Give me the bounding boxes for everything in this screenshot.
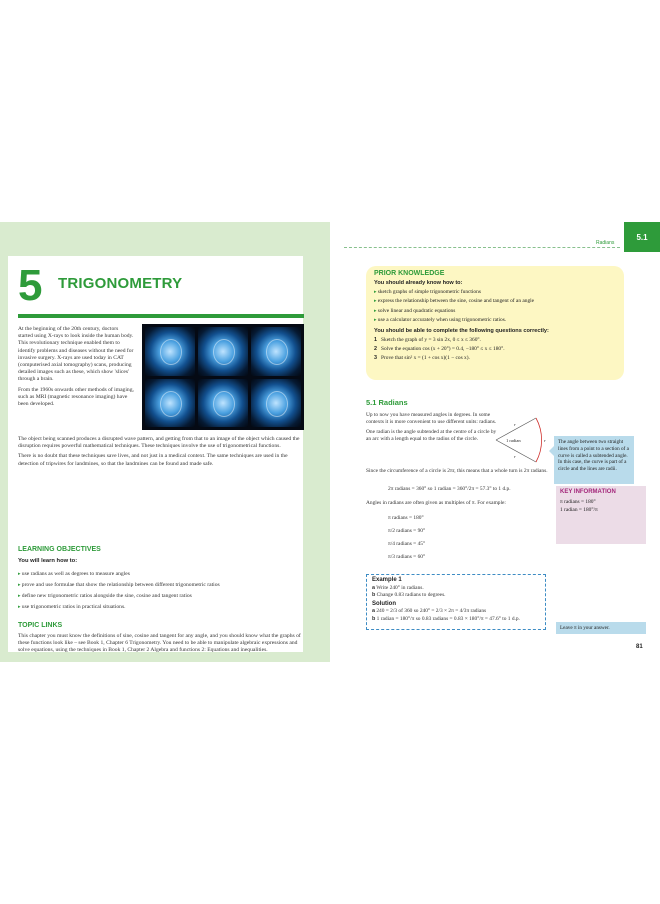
running-head: Radians	[596, 240, 615, 246]
body-paragraph: One radian is the angle subtended at the centre of a circle by an arc with a length equal to the radius of the circle.	[366, 429, 497, 442]
solution-heading: Solution	[372, 600, 396, 607]
right-page	[330, 222, 660, 662]
angle-label: 1 radian	[506, 438, 521, 443]
callout-pointer	[549, 446, 554, 456]
intro-paragraph: At the beginning of the 20th century, doctors started using X-rays to look inside the human body. This revolutionary technique enabled them to identify problems and diseases without the need for invasive surgery. X-rays are used today in CAT (computerised axial tomography) scans, producing detailed images such as these, which show 'slices' through a brain.	[18, 326, 134, 383]
title-rule	[18, 314, 304, 318]
questions-heading: You should be able to complete the following questions correctly:	[374, 327, 549, 334]
prior-knowledge-subheading: You should already know how to:	[374, 280, 463, 286]
topic-links-text: This chapter you must know the definitions of sine, cosine and tangent for any angle, and you should know what the graphs of these functions look like – see Book 1, Chapter 6 Trigonometry. You need to be able to manipulate algebraic expressions and solve equations, using the techniques in Book 1, Chapter 2 Algebra and functions 2: Equations and inequalities.	[18, 633, 301, 654]
solution-part: b 1 radian = 180°/π so 0.83 radians = 0.83 × 180°/π = 47.6° to 1 d.p.	[372, 615, 520, 622]
body-text	[18, 436, 304, 471]
learning-objectives-heading: LEARNING OBJECTIVES	[18, 546, 101, 553]
intro-text	[18, 326, 134, 411]
example-part: b Change 0.83 radians to degrees.	[372, 592, 446, 599]
pi-example: π/2 radians = 90°	[388, 528, 426, 534]
list-item: ▸ prove and use formulae that show the relationship between different trigonometric ratios	[18, 580, 304, 591]
pi-example: π/3 radians = 60°	[388, 554, 426, 560]
prior-knowledge-box	[366, 266, 624, 380]
circumference-text: Since the circumference of a circle is 2πr, this means that a whole turn is 2π radians.	[366, 468, 548, 474]
body-paragraph: Up to now you have measured angles in degrees. In some contexts it is more convenient to use different units: radians.	[366, 412, 497, 425]
scan-slice	[145, 379, 195, 428]
pi-example: π radians = 180°	[388, 515, 424, 521]
arc-label: r	[544, 438, 546, 443]
radius-label: r	[514, 454, 516, 459]
scan-slice	[198, 327, 248, 376]
examples-intro: Angles in radians are often given as multiples of π. For example:	[366, 500, 506, 506]
prior-knowledge-heading: PRIOR KNOWLEDGE	[374, 270, 445, 277]
list-item: ▸ solve linear and quadratic equations	[374, 307, 616, 316]
list-item: ▸ use trigonometric ratios in practical situations.	[18, 602, 304, 613]
questions-list	[374, 336, 616, 363]
scan-slice	[251, 327, 301, 376]
intro-paragraph: From the 1960s onwards other methods of imaging, such as MRI (magnetic resonance imaging) have been developed.	[18, 386, 134, 408]
list-item: ▸ sketch graphs of simple trigonometric functions	[374, 288, 616, 297]
question-item: 3 Prove that sin² x = (1 + cos x)(1 − cos x).	[374, 354, 470, 361]
radians-text	[366, 412, 500, 446]
chapter-opener	[8, 256, 303, 652]
radian-equation: 2π radians = 360° so 1 radian = 360°/2π = 57.3° to 1 d.p.	[388, 486, 511, 492]
key-information-body: π radians = 180° 1 radian = 180°/π	[560, 499, 598, 513]
chapter-number: 5	[18, 261, 43, 310]
topic-links-heading: TOPIC LINKS	[18, 622, 63, 629]
example-box	[366, 574, 546, 630]
pi-examples	[388, 512, 425, 564]
radius-label: r	[514, 422, 516, 427]
section-tab: 5.1	[624, 222, 660, 252]
list-item: ▸ use radians as well as degrees to measure angles	[18, 569, 304, 580]
list-item: ▸ express the relationship between the sine, cosine and tangent of an angle	[374, 297, 616, 306]
page-number: 81	[636, 644, 643, 650]
arc	[536, 418, 542, 462]
list-item: ▸ define new trigonometric ratios alongside the sine, cosine and tangent ratios	[18, 591, 304, 602]
pi-example: π/4 radians = 45°	[388, 541, 426, 547]
section-heading: 5.1 Radians	[366, 398, 408, 407]
textbook-spread	[0, 222, 660, 662]
radius-line	[496, 418, 536, 440]
key-information-box	[556, 486, 646, 544]
solution-part: a 240 = 2/3 of 360 so 240° = 2/3 × 2π = 4/3π radians	[372, 608, 487, 615]
chapter-title: TRIGONOMETRY	[58, 275, 183, 292]
left-page	[0, 222, 330, 662]
learning-objectives-subheading: You will learn how to:	[18, 558, 78, 564]
scan-slice	[145, 327, 195, 376]
key-information-heading: KEY INFORMATION	[560, 489, 616, 495]
subtended-angle-note: The angle between two straight lines from a point to a section of a curve is called a subtended angle. In this case, the curve is part of a circle and the lines are radii.	[554, 436, 634, 484]
learning-objectives-list	[18, 569, 304, 613]
scan-slice	[251, 379, 301, 428]
scan-slice	[198, 379, 248, 428]
leave-pi-note: Leave π in your answer.	[556, 622, 646, 634]
example-heading: Example 1	[372, 577, 402, 583]
body-paragraph: The object being scanned produces a disrupted wave pattern, and getting from that to an image of the object which caused the disruption requires powerful mathematical techniques. These techniques involve the use of trigonometrical functions.	[18, 436, 300, 450]
radian-diagram	[492, 414, 550, 466]
question-item: 1 Sketch the graph of y = 3 sin 2x, 0 ≤ x ≤ 360°.	[374, 336, 481, 343]
body-paragraph: There is no doubt that these techniques save lives, and not just in a medical context. The same techniques are used in the detection of tripwires for landmines, so that the landmines can be found and made safe.	[18, 453, 288, 467]
brain-scan-image	[142, 324, 304, 430]
radius-line	[496, 440, 536, 462]
prior-knowledge-list	[374, 288, 616, 326]
example-part: a Write 240° in radians.	[372, 584, 424, 591]
header-rule	[344, 247, 620, 248]
question-item: 2 Solve the equation cos (x + 20°) = 0.4, −180° ≤ x ≤ 180°.	[374, 345, 505, 352]
list-item: ▸ use a calculator accurately when using trigonometric ratios.	[374, 316, 616, 325]
